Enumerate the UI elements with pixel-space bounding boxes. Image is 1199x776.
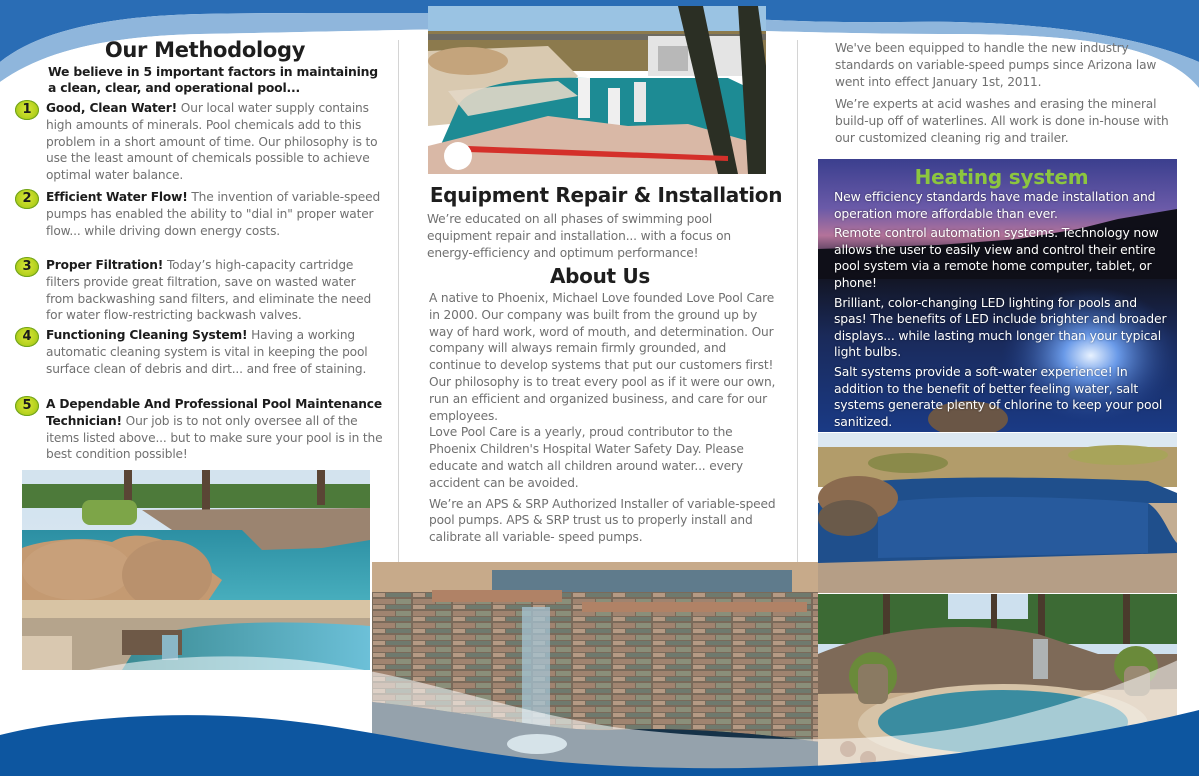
factor-text: The invention of variable-speed pumps has enabled the ability to "dial in" proper water flow... while driving down energy costs. [46,190,381,238]
factor-lead: Efficient Water Flow! [46,190,188,204]
about-paragraph: Love Pool Care is a yearly, proud contributor to the Phoenix Children's Hospital Water Safety Day. Please educate and watch all children around water... every accident can be avoided. [429,425,744,490]
factor-text: Our job is to not only oversee all of the items listed above... but to make sure your pool is in the best condition possible! [46,413,383,462]
about-paragraph: A native to Phoenix, Michael Love founded Love Pool Care in 2000. Our company was built from the ground up by way of hard work, word of mouth, and determination. Our company will always remain firmly grounded, and continue to develop systems that put our customers first! [429,291,775,373]
number-badge-icon: 2 [15,189,39,209]
factor-lead: Proper Filtration! [46,258,164,272]
factor-text: Having a working automatic cleaning system is vital in keeping the pool surface clean of debris and dirt... and free of staining. [46,328,368,376]
equipment-repair-text: We’re educated on all phases of swimming pool equipment repair and installation... with a focus on energy-efficiency and optimum performance! [427,212,731,260]
heating-paragraph: Brilliant, color-changing LED lighting for pools and spas! The benefits of LED include brighter and broader displays... while lasting much longer than your typical light bulbs. [834,294,1167,360]
methodology-title: Our Methodology [104,38,306,62]
heating-paragraph: Remote control automation systems. Technology now allows the user to easily view and control their entire pool system via a remote home computer, tablet, or phone! [834,225,1159,290]
factor-lead: Functioning Cleaning System! [46,328,248,342]
heating-system-title: Heating system [914,165,1089,189]
number-badge-icon: 1 [15,100,39,120]
factor-lead: A Dependable And Professional Pool Maintenance Technician! [46,397,382,428]
heating-paragraph: New efficiency standards have made installation and operation more affordable than ever. [834,189,1156,221]
factor-lead: Good, Clean Water! [46,101,178,115]
about-paragraph: Our philosophy is to treat every pool as if it were our own, run an efficient and organized business, and care for our employees. [429,374,776,423]
number-badge-icon: 3 [15,257,39,277]
about-us-text [429,290,779,546]
number-badge-icon: 5 [15,396,39,416]
methodology-intro: We believe in 5 important factors in maintaining a clean, clear, and operational pool... [48,64,378,95]
right-paragraph: We've been equipped to handle the new industry standards on variable-speed pumps since Arizona law went into effect January 1st, 2011. [835,41,1157,89]
about-paragraph: We’re an APS & SRP Authorized Installer of variable-speed pool pumps. APS & SRP trust us to properly install and calibrate all variable- speed pumps. [429,496,776,545]
right-paragraph: We’re experts at acid washes and erasing the mineral build-up off of waterlines. All work is done in-house with our customized cleaning rig and trailer. [835,97,1169,145]
right-intro-text [835,40,1175,147]
heating-paragraph: Salt systems provide a soft-water experience! In addition to the benefit of better feeling water, salt systems generate plenty of chlorine to keep your pool sanitized. [834,363,1163,429]
equipment-repair-title: Equipment Repair & Installation [429,183,783,207]
number-badge-icon: 4 [15,327,39,347]
about-us-title: About Us [549,264,651,288]
factor-text: Today’s high-capacity cartridge filters provide great filtration, save on wasted water from backwashing sand filters, and eliminate the need for water flow-restricting backwash valves. [46,258,372,323]
bottom-wave-decoration [0,640,1199,776]
factor-text: Our local water supply contains high amounts of minerals. Pool chemicals add to this problem in a short amount of time. Our philosophy is to use the least amount of chemicals possible to achieve optimal water balance. [46,101,378,183]
